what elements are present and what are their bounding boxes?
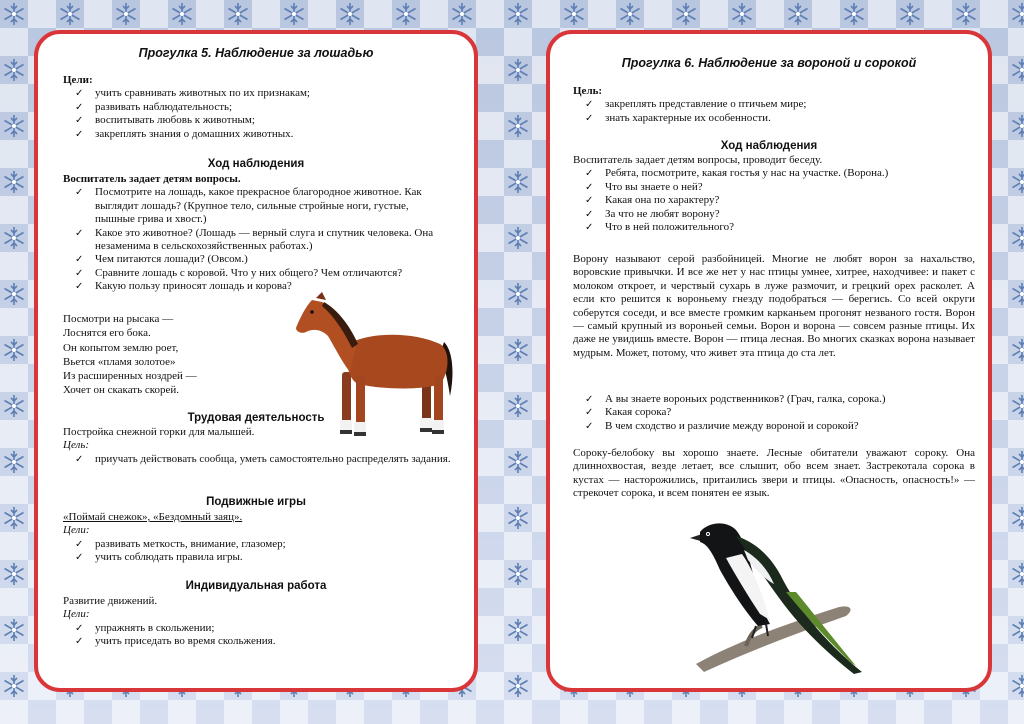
list-item: ✓ Какая она по характеру? bbox=[573, 194, 973, 207]
snowflake-icon bbox=[509, 675, 528, 697]
list-item: ✓ знать характерные их особенности. bbox=[573, 112, 973, 125]
snowflake-icon bbox=[397, 3, 416, 25]
snowflake-icon bbox=[5, 59, 24, 81]
snowflake-icon bbox=[1013, 451, 1024, 473]
section-heading: Индивидуальная работа bbox=[185, 580, 327, 592]
snowflake-icon bbox=[509, 451, 528, 473]
snowflake-icon bbox=[5, 171, 24, 193]
snowflake-icon bbox=[1013, 339, 1024, 361]
list-item: ✓ Какое это животное? (Лошадь — верный слуга и спутник человека. Она незаменима в сельскохозяйственных работах.) bbox=[63, 227, 445, 254]
snowflake-icon bbox=[509, 619, 528, 641]
poem-line: Он копытом землю роет, bbox=[63, 341, 179, 354]
section-heading: Ход наблюдения bbox=[207, 158, 305, 170]
list-item: ✓ Чем питаются лошади? (Овсом.) bbox=[63, 253, 445, 266]
snowflake-icon bbox=[509, 395, 528, 417]
snowflake-icon bbox=[509, 3, 528, 25]
list-item: ✓ учить соблюдать правила игры. bbox=[63, 551, 463, 564]
list-item: ✓ В чем сходство и различие между вороной и сорокой? bbox=[573, 420, 973, 433]
work-goal-label: Цель: bbox=[63, 439, 90, 452]
goals-label: Цель: bbox=[573, 85, 603, 97]
snowflake-icon bbox=[173, 3, 192, 25]
list-item: ✓ учить приседать во время скольжения. bbox=[63, 635, 463, 648]
snowflake-icon bbox=[5, 619, 24, 641]
snowflake-icon bbox=[1013, 563, 1024, 585]
snowflake-icon bbox=[1013, 171, 1024, 193]
snowflake-icon bbox=[733, 3, 752, 25]
poem-line: Вьется «пламя золотое» bbox=[63, 355, 176, 368]
snowflake-icon bbox=[509, 171, 528, 193]
snowflake-icon bbox=[1013, 619, 1024, 641]
snowflake-icon bbox=[5, 3, 24, 25]
snowflake-icon bbox=[845, 3, 864, 25]
snowflake-icon bbox=[453, 3, 472, 25]
individual-goal-label: Цели: bbox=[63, 608, 90, 621]
list-item: ✓ Какая сорока? bbox=[573, 406, 973, 419]
snowflake-icon bbox=[285, 3, 304, 25]
observation-intro: Воспитатель задает детям вопросы, проводит беседу. bbox=[573, 154, 823, 166]
individual-text: Развитие движений. bbox=[63, 595, 158, 607]
list-item: ✓ Ребята, посмотрите, какая гостья у нас на участке. (Ворона.) bbox=[573, 167, 973, 180]
list-item: ✓ учить сравнивать животных по их признакам; bbox=[63, 87, 463, 100]
snowflake-icon bbox=[509, 59, 528, 81]
page-title: Прогулка 6. Наблюдение за вороной и сорокой bbox=[621, 56, 917, 70]
work-text: Постройка снежной горки для малышей. bbox=[63, 426, 255, 438]
poem-line: Посмотри на рысака — bbox=[63, 313, 174, 325]
snowflake-icon bbox=[509, 563, 528, 585]
list-item: ✓ закреплять представление о птичьем мире; bbox=[573, 98, 973, 111]
questions2-section bbox=[573, 393, 973, 433]
snowflake-icon bbox=[1013, 675, 1024, 697]
snowflake-icon bbox=[957, 3, 976, 25]
goals-label: Цели: bbox=[63, 74, 93, 86]
magpie-illustration bbox=[686, 514, 876, 674]
page-title: Прогулка 5. Наблюдение за лошадью bbox=[138, 46, 374, 60]
games-section bbox=[63, 511, 463, 565]
snowflake-icon bbox=[5, 339, 24, 361]
snowflake-icon bbox=[341, 3, 360, 25]
snowflake-icon bbox=[1013, 395, 1024, 417]
list-item: ✓ закреплять знания о домашних животных. bbox=[63, 128, 463, 141]
snowflake-icon bbox=[509, 227, 528, 249]
questions2-list bbox=[573, 393, 973, 433]
goals-section bbox=[63, 74, 463, 141]
list-item: ✓ Посмотрите на лошадь, какое прекрасное благородное животное. Как выглядит лошадь? (Крупное тело, сильные стройные ноги, густые, пышные грива и хвост.) bbox=[63, 186, 445, 226]
section-heading: Подвижные игры bbox=[206, 496, 306, 508]
snowflake-icon bbox=[61, 3, 80, 25]
section-heading: Ход наблюдения bbox=[720, 140, 818, 152]
list-item: ✓ развивать наблюдательность; bbox=[63, 101, 463, 114]
work-goals-list bbox=[63, 453, 463, 466]
snowflake-icon bbox=[117, 3, 136, 25]
left-page bbox=[34, 30, 478, 692]
list-item: ✓ упражнять в скольжении; bbox=[63, 622, 463, 635]
snowflake-icon bbox=[509, 283, 528, 305]
snowflake-icon bbox=[229, 3, 248, 25]
individual-goals-list bbox=[63, 622, 463, 649]
games-goal-label: Цели: bbox=[63, 524, 90, 537]
snowflake-icon bbox=[5, 563, 24, 585]
list-item: ✓ Какую пользу приносят лошадь и корова? bbox=[63, 280, 445, 293]
snowflake-icon bbox=[5, 227, 24, 249]
poem-line: Хочет он скакать скорей. bbox=[63, 384, 180, 397]
questions-list bbox=[63, 186, 445, 293]
poem-line: Лоснятся его бока. bbox=[63, 327, 151, 340]
poem bbox=[63, 312, 283, 398]
snowflake-icon bbox=[509, 339, 528, 361]
snowflake-icon bbox=[1013, 227, 1024, 249]
snowflake-icon bbox=[5, 395, 24, 417]
snowflake-icon bbox=[1013, 3, 1024, 25]
observation-section bbox=[63, 173, 445, 294]
questions-list bbox=[573, 167, 973, 234]
crow-paragraph: Ворону называют серой разбойницей. Многие не любят ворон за нахальство, воровские привычки. И все же нет у нас птицы умнее, хитрее, находчивее: и пакет с молоком откроет, и черствый сухарь в луже размочит, и грецкий орех расколет. А если кто решится к вороньему гнезду подобраться — берегись. Со всей округи соберутся соседи, и все вместе громким карканьем прогонят незваного гостя. Ворон — самый крупный из вороньей семьи. Ворон и ворона — совсем разные птицы. Их даже не увидишь вместе. Ворон — птица лесная. Во многих сказках ворона называет мудрым. Может, потому, что живет эта птица до ста лет. bbox=[573, 253, 975, 359]
snowflake-icon bbox=[1013, 283, 1024, 305]
list-item: ✓ А вы знаете вороньих родственников? (Грач, галка, сорока.) bbox=[573, 393, 973, 406]
snowflake-icon bbox=[5, 507, 24, 529]
goals-list bbox=[63, 87, 463, 141]
snowflake-icon bbox=[901, 3, 920, 25]
snowflake-icon bbox=[1013, 507, 1024, 529]
section-heading: Трудовая деятельность bbox=[187, 412, 325, 424]
snowflake-icon bbox=[1013, 115, 1024, 137]
poem-line: Из расширенных ноздрей — bbox=[63, 370, 197, 383]
list-item: ✓ Что вы знаете о ней? bbox=[573, 181, 973, 194]
goals-list bbox=[573, 98, 973, 125]
observation-intro: Воспитатель задает детям вопросы. bbox=[63, 173, 241, 185]
list-item: ✓ развивать меткость, внимание, глазомер; bbox=[63, 538, 463, 551]
list-item: ✓ Что в ней положительного? bbox=[573, 221, 973, 234]
snowflake-icon bbox=[5, 115, 24, 137]
snowflake-icon bbox=[565, 3, 584, 25]
games-text: «Поймай снежок», «Бездомный заяц». bbox=[63, 511, 243, 523]
individual-section bbox=[63, 595, 463, 649]
snowflake-icon bbox=[5, 675, 24, 697]
work-section bbox=[63, 426, 463, 466]
snowflake-icon bbox=[677, 3, 696, 25]
magpie-paragraph: Сороку-белобоку вы хорошо знаете. Лесные обитатели уважают сороку. Она длиннохвостая, везде летает, все слышит, обо всем знает. Застрекотала сорока в кустах — насторожились, притаились звери и птицы. «Опасность, опасность!» — стрекочет сорока, и всем понятен ее язык. bbox=[573, 447, 975, 500]
snowflake-icon bbox=[5, 283, 24, 305]
snowflake-icon bbox=[1013, 59, 1024, 81]
list-item: ✓ приучать действовать сообща, уметь самостоятельно распределять задания. bbox=[63, 453, 463, 466]
right-page bbox=[546, 30, 992, 692]
games-goals-list bbox=[63, 538, 463, 565]
snowflake-icon bbox=[789, 3, 808, 25]
list-item: ✓ За что не любят ворону? bbox=[573, 208, 973, 221]
snowflake-icon bbox=[5, 451, 24, 473]
list-item: ✓ воспитывать любовь к животным; bbox=[63, 114, 463, 127]
snowflake-icon bbox=[621, 3, 640, 25]
list-item: ✓ Сравните лошадь с коровой. Что у них общего? Чем отличаются? bbox=[63, 267, 445, 280]
observation-section bbox=[573, 154, 973, 234]
snowflake-icon bbox=[509, 507, 528, 529]
goals-section bbox=[573, 85, 973, 125]
snowflake-icon bbox=[509, 115, 528, 137]
